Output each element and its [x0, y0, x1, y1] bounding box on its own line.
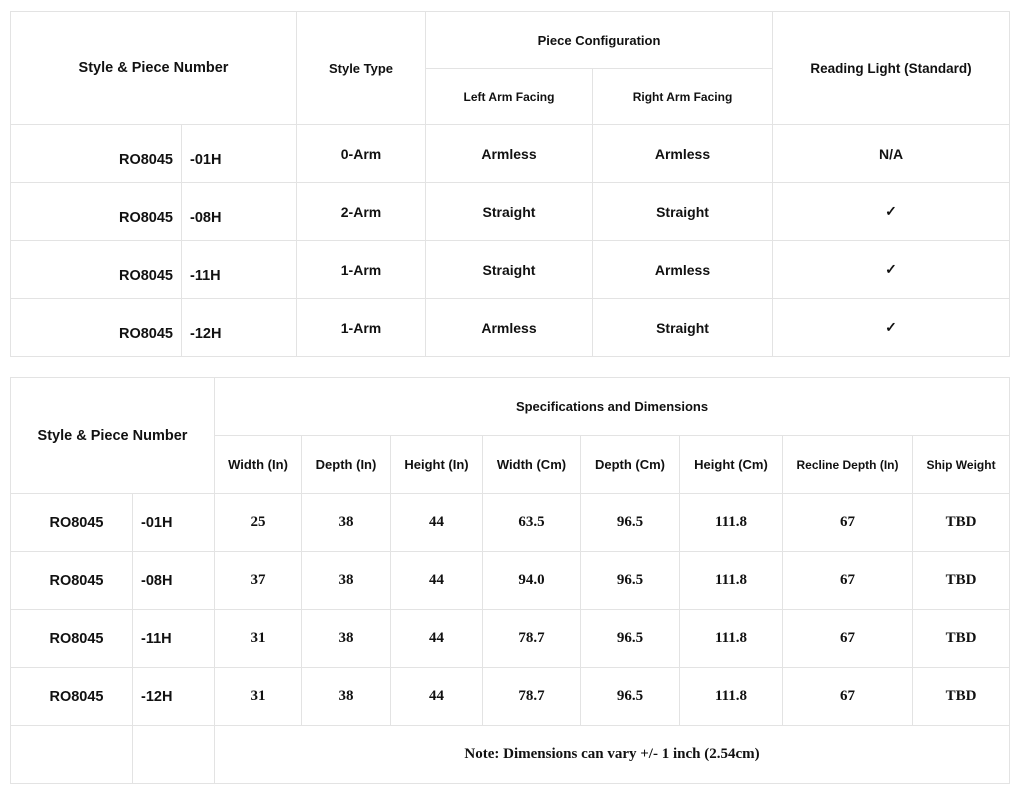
depth-cm: 96.5 — [581, 610, 680, 668]
recline-depth: 67 — [783, 610, 913, 668]
header-specifications: Specifications and Dimensions — [215, 378, 1010, 436]
header-piece-configuration: Piece Configuration — [426, 12, 773, 69]
header-width-in: Width (In) — [215, 436, 302, 494]
style-number: RO8045 — [11, 241, 182, 299]
note-row — [11, 726, 1010, 784]
height-in: 44 — [391, 610, 483, 668]
table-row — [11, 610, 1010, 668]
specifications-table — [10, 377, 1010, 784]
header-ship-weight: Ship Weight — [913, 436, 1010, 494]
table-row — [11, 125, 1010, 183]
depth-in: 38 — [302, 668, 391, 726]
table-row — [11, 183, 1010, 241]
right-arm-config: Straight — [593, 299, 773, 357]
height-in: 44 — [391, 668, 483, 726]
width-cm: 78.7 — [483, 668, 581, 726]
table-row — [11, 241, 1010, 299]
piece-number: -01H — [182, 125, 297, 183]
header-depth-cm: Depth (Cm) — [581, 436, 680, 494]
table-row — [11, 299, 1010, 357]
table-row — [11, 552, 1010, 610]
empty-cell — [11, 726, 133, 784]
table-row — [11, 494, 1010, 552]
depth-in: 38 — [302, 552, 391, 610]
reading-light-value: ✓ — [773, 241, 1010, 299]
header-height-cm: Height (Cm) — [680, 436, 783, 494]
piece-number: -08H — [133, 552, 215, 610]
style-number: RO8045 — [11, 125, 182, 183]
left-arm-config: Armless — [426, 299, 593, 357]
height-in: 44 — [391, 494, 483, 552]
table-row — [11, 668, 1010, 726]
depth-cm: 96.5 — [581, 552, 680, 610]
header-left-arm-facing: Left Arm Facing — [426, 69, 593, 125]
depth-in: 38 — [302, 610, 391, 668]
piece-number: -08H — [182, 183, 297, 241]
style-type: 1-Arm — [297, 299, 426, 357]
height-cm: 111.8 — [680, 494, 783, 552]
height-cm: 111.8 — [680, 552, 783, 610]
recline-depth: 67 — [783, 668, 913, 726]
piece-number: -11H — [133, 610, 215, 668]
header-recline-depth: Recline Depth (In) — [783, 436, 913, 494]
height-cm: 111.8 — [680, 610, 783, 668]
width-in: 31 — [215, 668, 302, 726]
width-in: 31 — [215, 610, 302, 668]
recline-depth: 67 — [783, 552, 913, 610]
right-arm-config: Armless — [593, 241, 773, 299]
reading-light-value: N/A — [773, 125, 1010, 183]
empty-cell — [133, 726, 215, 784]
depth-in: 38 — [302, 494, 391, 552]
width-in: 25 — [215, 494, 302, 552]
piece-number: -12H — [133, 668, 215, 726]
height-in: 44 — [391, 552, 483, 610]
right-arm-config: Straight — [593, 183, 773, 241]
right-arm-config: Armless — [593, 125, 773, 183]
depth-cm: 96.5 — [581, 668, 680, 726]
ship-weight: TBD — [913, 494, 1010, 552]
style-number: RO8045 — [11, 552, 133, 610]
style-type: 1-Arm — [297, 241, 426, 299]
depth-cm: 96.5 — [581, 494, 680, 552]
left-arm-config: Straight — [426, 241, 593, 299]
left-arm-config: Straight — [426, 183, 593, 241]
header-right-arm-facing: Right Arm Facing — [593, 69, 773, 125]
style-number: RO8045 — [11, 183, 182, 241]
header-depth-in: Depth (In) — [302, 436, 391, 494]
piece-configuration-table — [10, 11, 1010, 357]
ship-weight: TBD — [913, 610, 1010, 668]
header-height-in: Height (In) — [391, 436, 483, 494]
header-width-cm: Width (Cm) — [483, 436, 581, 494]
style-type: 2-Arm — [297, 183, 426, 241]
piece-number: -12H — [182, 299, 297, 357]
piece-number: -11H — [182, 241, 297, 299]
reading-light-value: ✓ — [773, 299, 1010, 357]
ship-weight: TBD — [913, 552, 1010, 610]
style-number: RO8045 — [11, 610, 133, 668]
header-style-piece-number: Style & Piece Number — [11, 378, 215, 494]
width-cm: 94.0 — [483, 552, 581, 610]
piece-number: -01H — [133, 494, 215, 552]
width-cm: 78.7 — [483, 610, 581, 668]
width-cm: 63.5 — [483, 494, 581, 552]
recline-depth: 67 — [783, 494, 913, 552]
header-reading-light: Reading Light (Standard) — [773, 12, 1010, 125]
style-number: RO8045 — [11, 299, 182, 357]
reading-light-value: ✓ — [773, 183, 1010, 241]
dimensions-note: Note: Dimensions can vary +/- 1 inch (2.54cm) — [215, 726, 1010, 784]
header-style-type: Style Type — [297, 12, 426, 125]
style-type: 0-Arm — [297, 125, 426, 183]
ship-weight: TBD — [913, 668, 1010, 726]
style-number: RO8045 — [11, 494, 133, 552]
style-number: RO8045 — [11, 668, 133, 726]
width-in: 37 — [215, 552, 302, 610]
height-cm: 111.8 — [680, 668, 783, 726]
left-arm-config: Armless — [426, 125, 593, 183]
header-style-piece-number: Style & Piece Number — [11, 12, 297, 125]
